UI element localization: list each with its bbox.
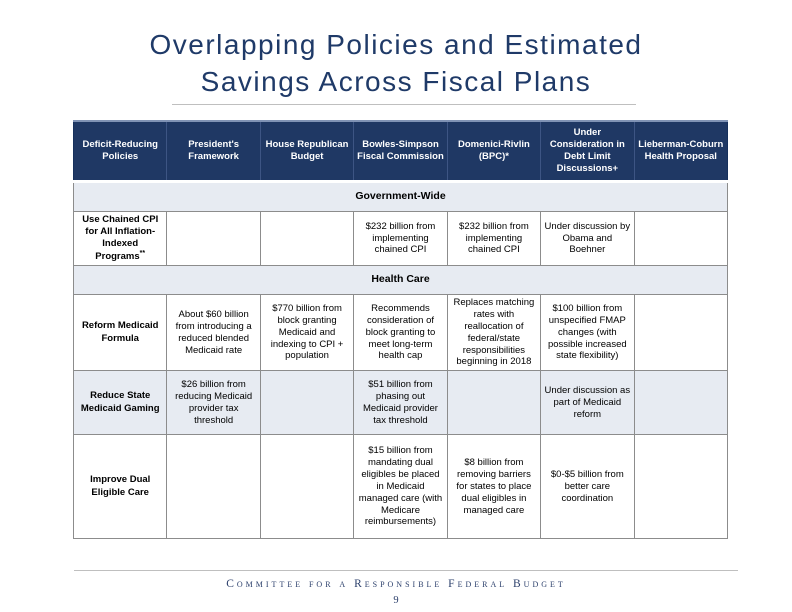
page-title-line2: Savings Across Fiscal Plans: [200, 66, 592, 97]
table-cell: [167, 435, 260, 539]
table-row-reduce-state-medicaid-gaming: [74, 371, 728, 435]
table-cell: Under discussion by Obama and Boehner: [541, 212, 634, 266]
table-cell: [260, 371, 353, 435]
section-row-government-wide: [74, 182, 728, 212]
footer-organization: Committee for a Responsible Federal Budget: [226, 578, 566, 590]
table-cell: [260, 212, 353, 266]
footer-divider: [74, 570, 738, 571]
policy-cell: [74, 435, 167, 539]
policy-table: [73, 120, 728, 539]
table-cell: Recommends consideration of block granting to meet long-term health cap: [354, 295, 447, 371]
table-cell: $8 billion from removing barriers for states to place dual eligibles in managed care: [447, 435, 540, 539]
section-label: Government-Wide: [74, 182, 728, 212]
policy-label: Improve Dual Eligible Care: [90, 474, 151, 499]
policy-cell: [74, 295, 167, 371]
policy-label: Reduce State Medicaid Gaming: [80, 390, 160, 415]
policy-label: Use Chained CPI for All Inflation-Indexed Programs: [82, 214, 159, 262]
page-title: [0, 26, 792, 100]
table-cell: [634, 295, 727, 371]
table-cell: [447, 371, 540, 435]
column-header-policies: Deficit-Reducing Policies: [74, 121, 167, 182]
table-row-improve-dual-eligible-care: [74, 435, 728, 539]
table-cell: [634, 371, 727, 435]
column-header-bowles-simpson: Bowles-Simpson Fiscal Commission: [354, 121, 447, 182]
table-cell: $232 billion from implementing chained CPI: [447, 212, 540, 266]
column-header-presidents-framework: President's Framework: [167, 121, 260, 182]
table-cell: $232 billion from implementing chained CPI: [354, 212, 447, 266]
policy-footnote-marker: **: [139, 249, 146, 257]
table-cell: Under discussion as part of Medicaid reform: [541, 371, 634, 435]
table-cell: $51 billion from phasing out Medicaid provider tax threshold: [354, 371, 447, 435]
policy-cell: [74, 371, 167, 435]
table-cell: $0-$5 billion from better care coordination: [541, 435, 634, 539]
table-header: [74, 121, 728, 182]
column-header-debt-limit-discussions: Under Consideration in Debt Limit Discussions+: [541, 121, 634, 182]
section-label: Health Care: [74, 266, 728, 295]
table-cell: About $60 billion from introducing a reduced blended Medicaid rate: [167, 295, 260, 371]
table-cell: $770 billion from block granting Medicaid and indexing to CPI + population: [260, 295, 353, 371]
table-cell: $15 billion from mandating dual eligibles be placed in Medicaid managed care (with Medicare reimbursements): [354, 435, 447, 539]
table-cell: [260, 435, 353, 539]
policy-label: Reform Medicaid Formula: [81, 320, 159, 345]
header-row: [74, 121, 728, 182]
table-cell: $100 billion from unspecified FMAP changes (with possible increased state flexibility): [541, 295, 634, 371]
policy-cell: [74, 212, 167, 266]
column-header-house-republican-budget: House Republican Budget: [260, 121, 353, 182]
page-number: 9: [393, 595, 399, 606]
title-underline: [172, 104, 636, 105]
section-row-health-care: [74, 266, 728, 295]
page-title-line1: Overlapping Policies and Estimated: [149, 29, 643, 60]
column-header-lieberman-coburn: Lieberman-Coburn Health Proposal: [634, 121, 727, 182]
column-header-domenici-rivlin: Domenici-Rivlin (BPC)*: [447, 121, 540, 182]
table-row-chained-cpi: [74, 212, 728, 266]
table-row-reform-medicaid-formula: [74, 295, 728, 371]
table-cell: [167, 212, 260, 266]
table-cell: Replaces matching rates with reallocation of federal/state responsibilities beginning in 2018: [447, 295, 540, 371]
table-cell: [634, 212, 727, 266]
table-cell: $26 billion from reducing Medicaid provider tax threshold: [167, 371, 260, 435]
table-cell: [634, 435, 727, 539]
